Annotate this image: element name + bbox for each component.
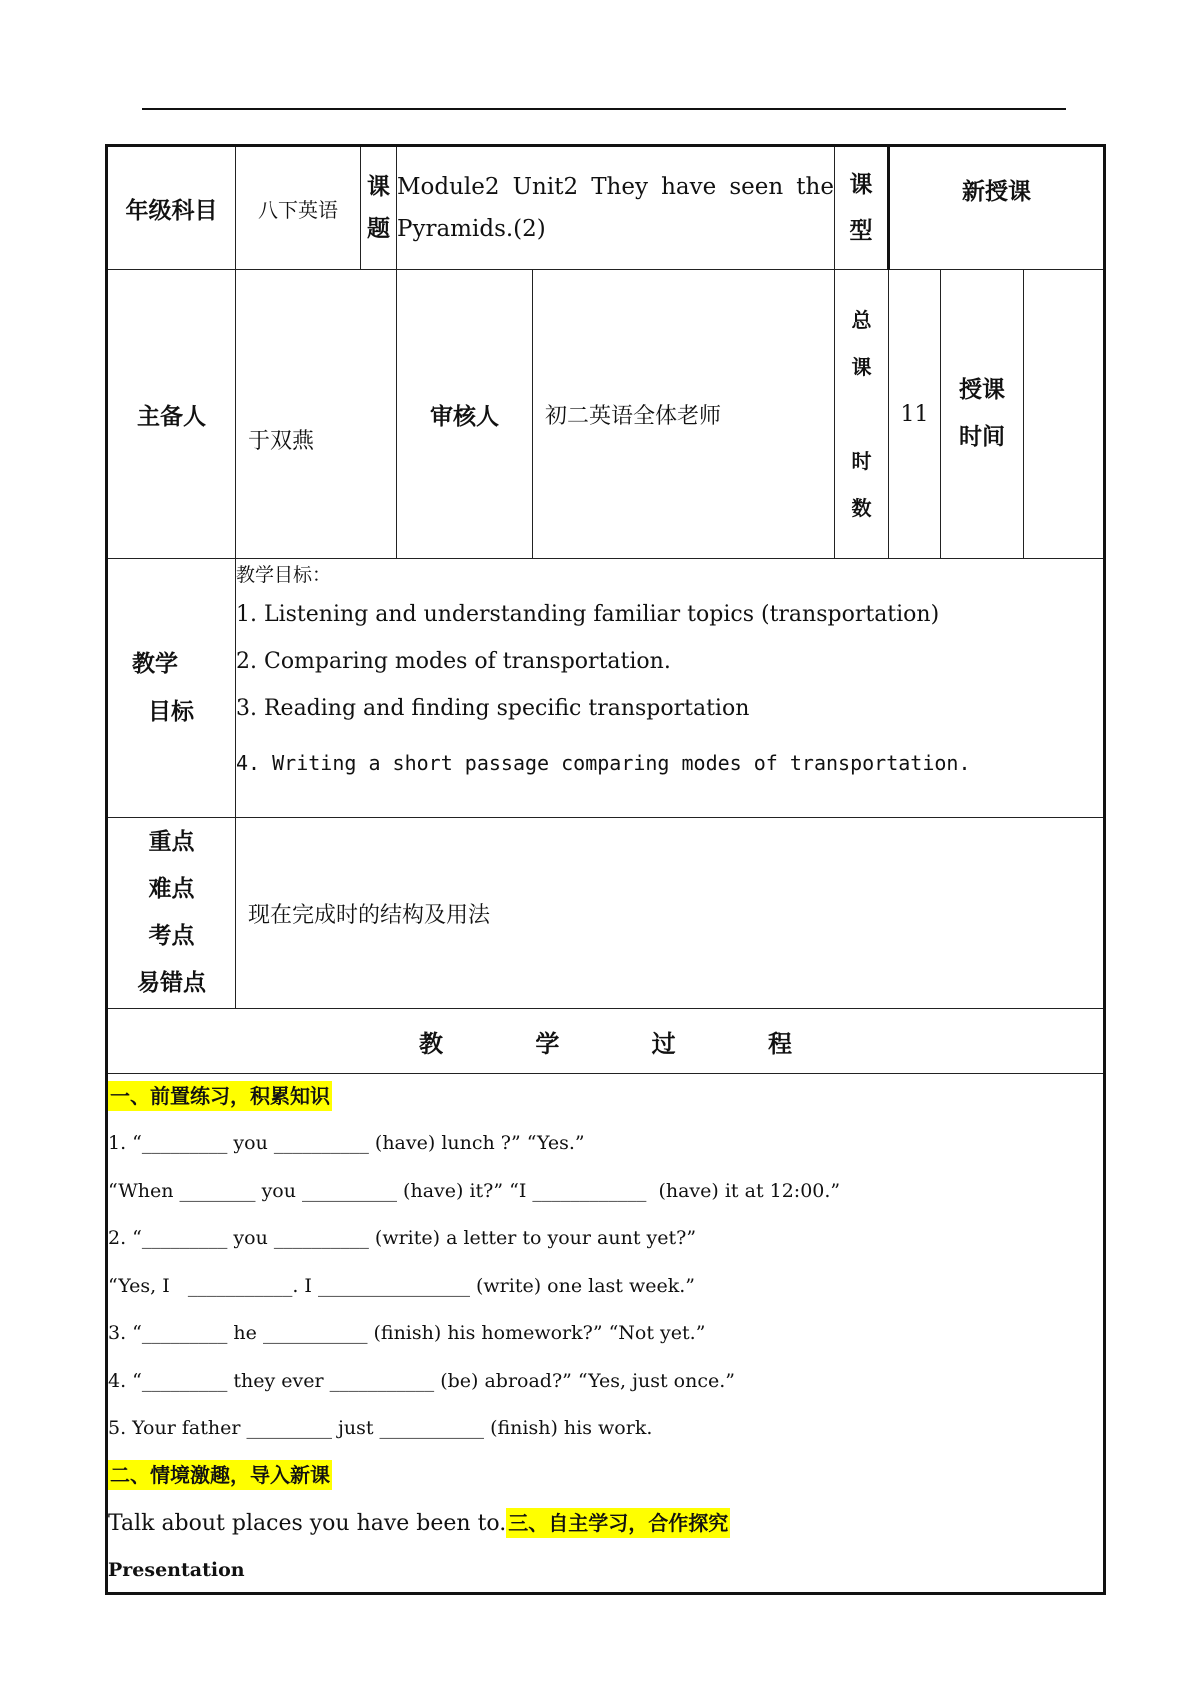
topic-label-char: 题 — [367, 216, 390, 242]
key-points-label-line: 易错点 — [137, 970, 206, 996]
exercise-line: 1. “_________ you __________ (have) lunch ?” “Yes.” — [108, 1132, 585, 1154]
reviewer-value: 初二英语全体老师 — [533, 270, 835, 559]
total-hours-char: 时 — [851, 448, 872, 473]
process-title-char: 学 — [535, 1029, 560, 1058]
topic-word: They — [591, 174, 648, 200]
lesson-time-value — [1024, 270, 1105, 559]
exercise-line: 4. “_________ they ever ___________ (be) abroad?” “Yes, just once.” — [108, 1369, 735, 1392]
total-hours-char: 课 — [851, 354, 872, 379]
topic-label-char: 课 — [367, 174, 390, 200]
total-hours-char: 总 — [851, 307, 872, 332]
process-body — [107, 1074, 1105, 1594]
total-hours-char: 数 — [851, 495, 872, 520]
header-row — [107, 146, 1105, 270]
objectives-label — [107, 559, 236, 818]
reviewer-label: 审核人 — [397, 270, 533, 559]
topic-word: seen — [729, 174, 784, 200]
process-title-char: 程 — [768, 1029, 793, 1058]
objective-item: 1. Listening and understanding familiar topics (transportation) — [236, 602, 940, 627]
lesson-time-line: 授课 — [959, 377, 1005, 403]
lesson-plan-table — [105, 144, 1106, 1595]
total-hours-value: 11 — [889, 270, 941, 559]
section-heading: 一、前置练习，积累知识 — [108, 1081, 332, 1111]
topic-value — [397, 146, 835, 270]
topic-label — [361, 146, 397, 270]
objective-item: 2. Comparing modes of transportation. — [236, 649, 671, 674]
objective-item: 3. Reading and finding specific transportation — [236, 696, 750, 721]
process-body-row — [107, 1074, 1105, 1594]
topic-word: Unit2 — [512, 174, 579, 200]
objective-item: 4. Writing a short passage comparing modes of transportation. — [236, 751, 971, 775]
key-points-label-line: 考点 — [148, 923, 195, 949]
objectives-label-line: 目标 — [148, 699, 194, 725]
section-heading: 二、情境激趣，导入新课 — [108, 1460, 332, 1490]
lesson-type-char: 型 — [849, 218, 873, 244]
exercise-line: 3. “_________ he ___________ (finish) his homework?” “Not yet.” — [108, 1322, 706, 1344]
total-hours-label — [835, 270, 889, 559]
presentation-label: Presentation — [108, 1558, 245, 1581]
lesson-type-value: 新授课 — [889, 146, 1105, 270]
intro-line — [108, 1499, 1103, 1548]
key-points-label — [107, 818, 236, 1009]
key-points-value: 现在完成时的结构及用法 — [236, 818, 1105, 1009]
objectives-row — [107, 559, 1105, 818]
objectives-heading: 教学目标： — [236, 564, 332, 586]
key-points-label-line: 重点 — [148, 829, 195, 855]
lesson-time-label — [941, 270, 1024, 559]
key-points-row — [107, 818, 1105, 1009]
process-title-char: 教 — [418, 1029, 443, 1058]
process-title-row — [107, 1009, 1105, 1074]
process-title-char: 过 — [651, 1029, 676, 1058]
section-heading: 三、自主学习，合作探究 — [506, 1508, 730, 1538]
staff-row — [107, 270, 1105, 559]
objectives-label-line: 教学 — [132, 651, 178, 677]
key-points-label-line: 难点 — [148, 876, 195, 902]
exercise-line: 5. Your father _________ just ___________ (finish) his work. — [108, 1417, 653, 1439]
grade-subject-label: 年级科目 — [107, 146, 236, 270]
intro-text: Talk about places you have been to. — [108, 1510, 507, 1536]
topic-word: Module2 — [397, 174, 500, 200]
lesson-type-char: 课 — [849, 172, 873, 198]
process-title — [107, 1009, 1105, 1074]
topic-line2: Pyramids.(2) — [397, 216, 546, 242]
topic-word: have — [661, 174, 717, 200]
preparer-label: 主备人 — [107, 270, 236, 559]
objectives-content — [236, 559, 1105, 818]
grade-subject-value: 八下英语 — [236, 146, 361, 270]
lesson-type-label — [835, 146, 889, 270]
exercise-line: “Yes, I ___________. I ________________ (write) one last week.” — [108, 1274, 695, 1297]
topic-word: the — [796, 174, 834, 200]
preparer-value: 于双燕 — [236, 270, 397, 559]
header-rule — [142, 108, 1066, 110]
lesson-time-line: 时间 — [959, 424, 1005, 450]
exercise-line: “When ________ you __________ (have) it?” “I ____________ (have) it at 12:00.” — [108, 1179, 841, 1202]
exercise-line: 2. “_________ you __________ (write) a letter to your aunt yet?” — [108, 1227, 697, 1249]
